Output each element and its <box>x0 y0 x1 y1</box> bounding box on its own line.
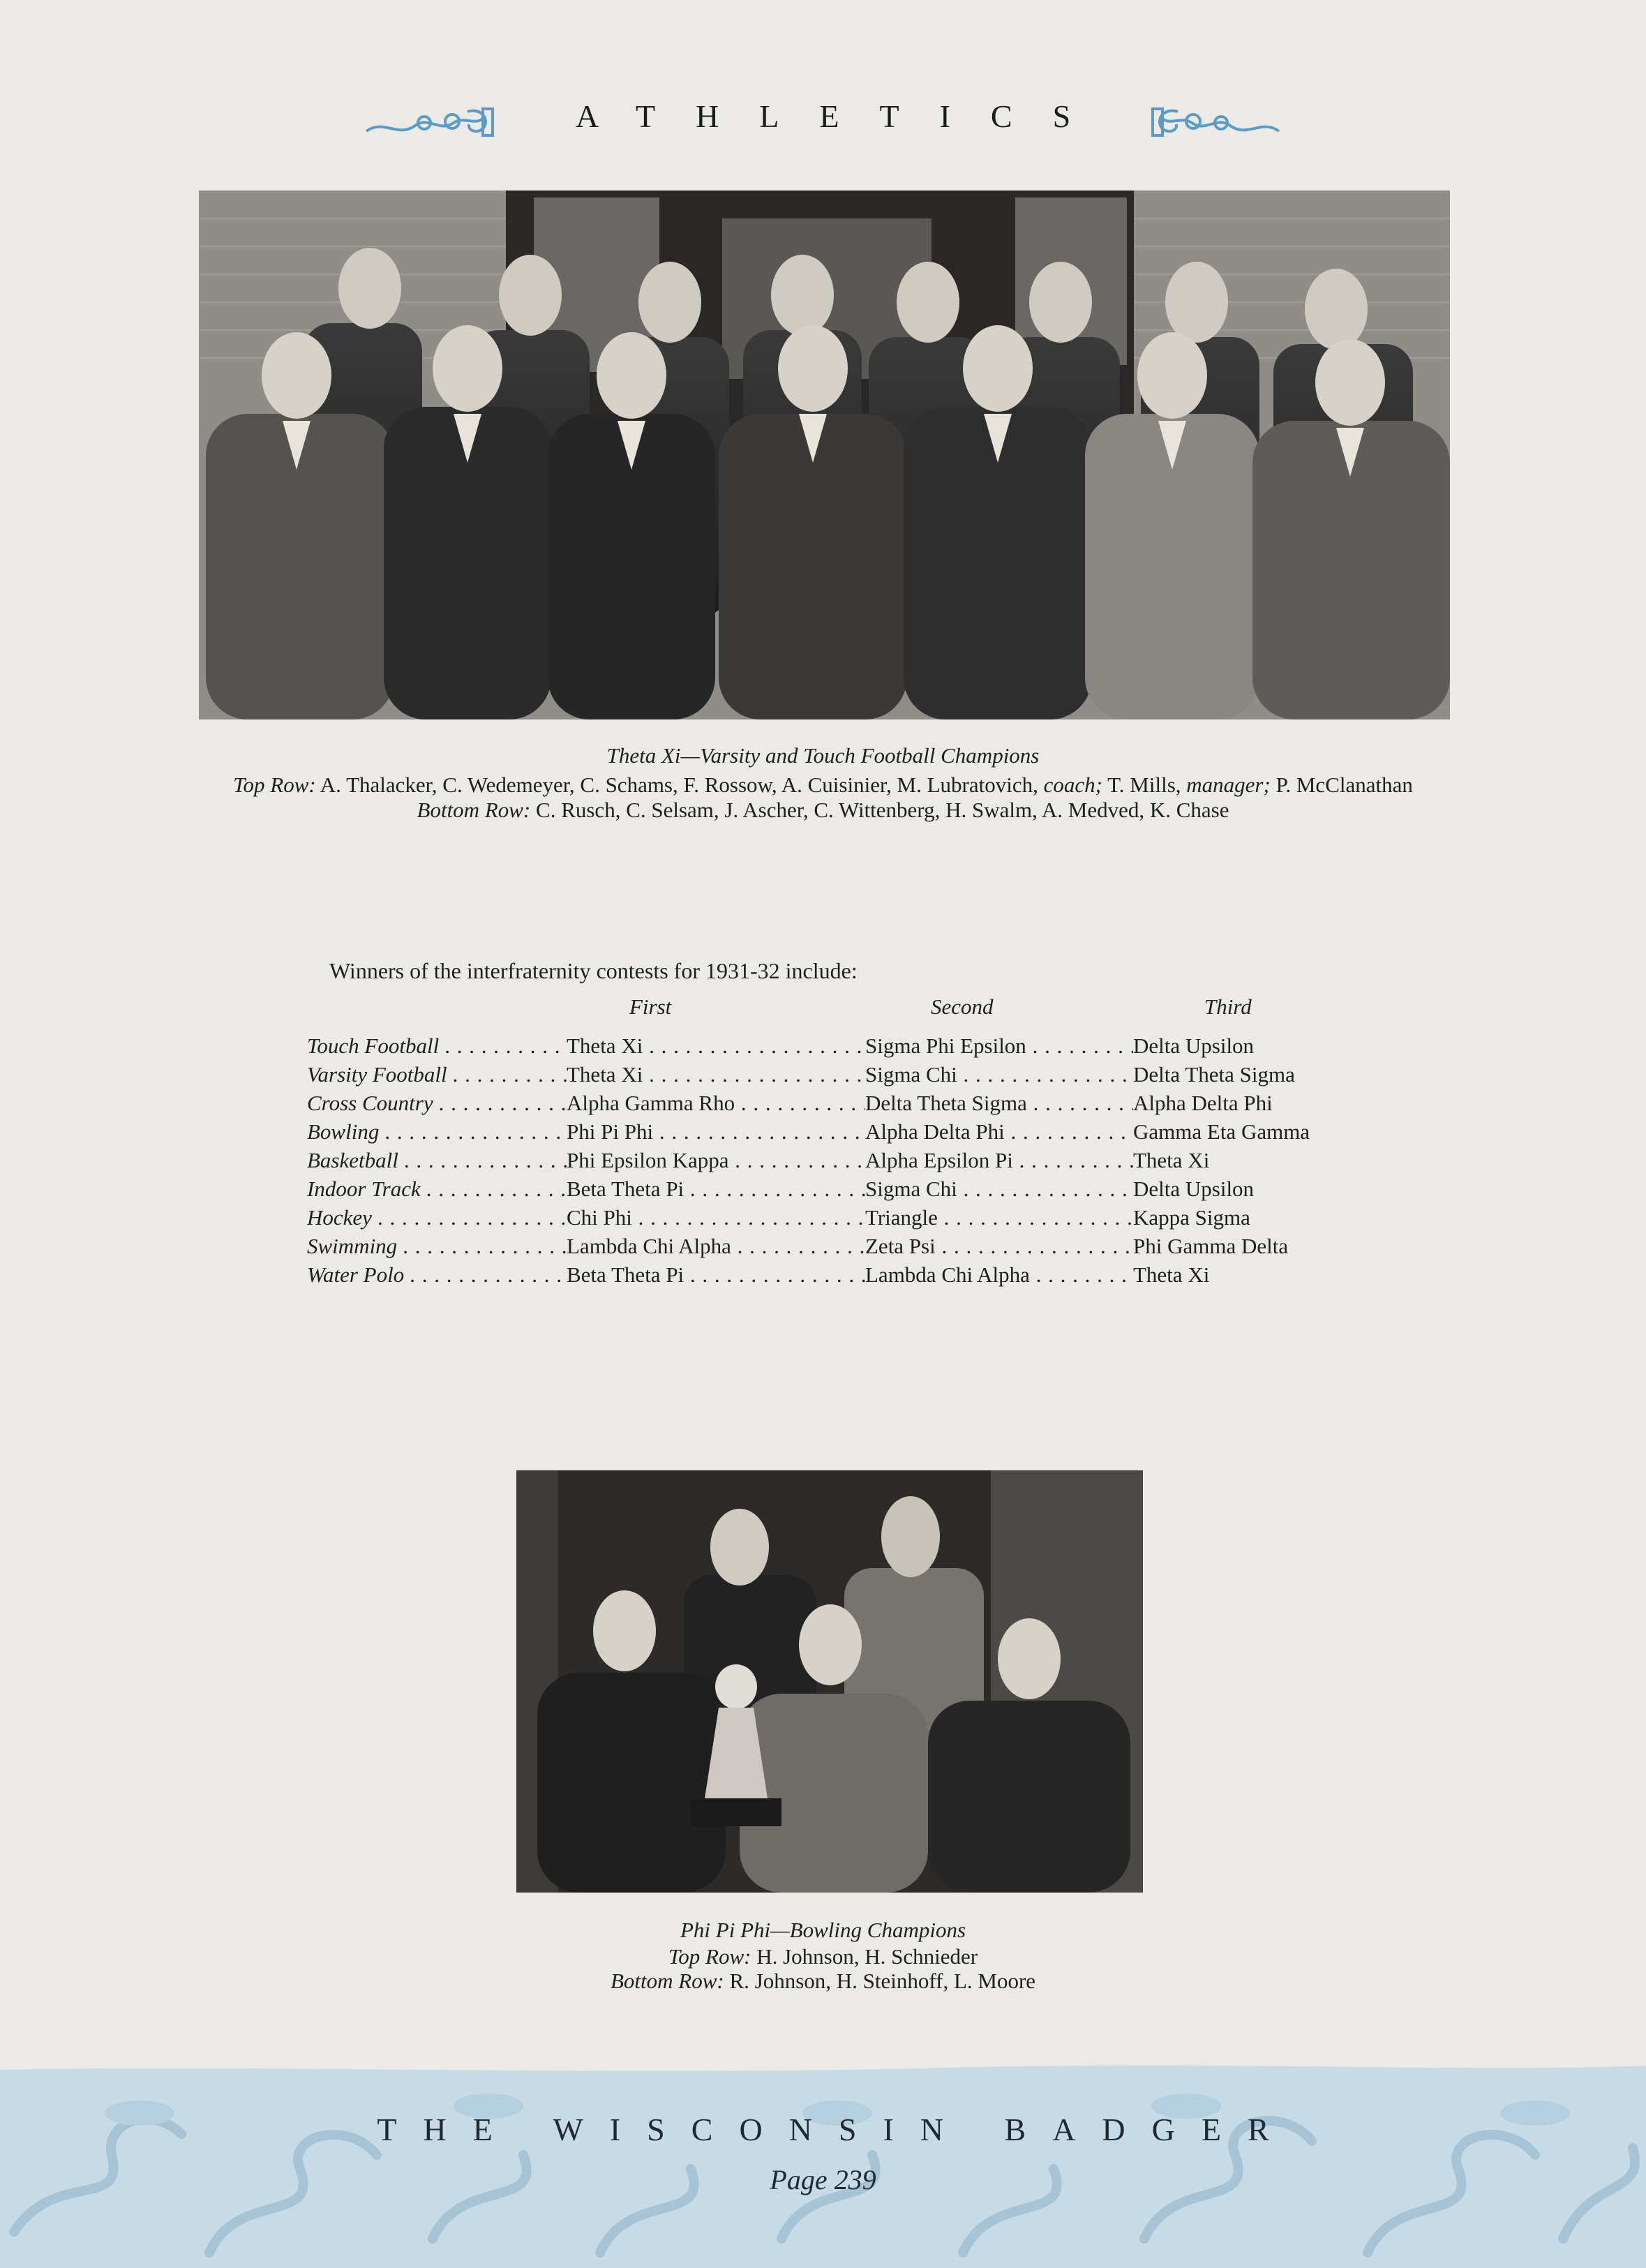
second-place-cell: Alpha Epsilon Pi . . . <box>865 1148 1133 1173</box>
sport-cell: Water Polo . . . <box>307 1262 567 1288</box>
first-place-cell: Theta Xi . . . <box>567 1034 865 1059</box>
phi-pi-phi-bottom-row <box>0 1969 1646 1993</box>
second-place-cell: Delta Theta Sigma . . . <box>865 1091 1133 1116</box>
third-place-cell: Kappa Sigma <box>1133 1205 1250 1230</box>
first-place-cell: Phi Epsilon Kappa . . . <box>567 1148 865 1173</box>
second-place-cell: Alpha Delta Phi . . . <box>865 1119 1133 1144</box>
theta-xi-top-row <box>0 773 1646 797</box>
third-place-cell: Theta Xi <box>1133 1148 1210 1172</box>
sport-cell: Hockey . . . <box>307 1205 567 1230</box>
first-place-cell: Theta Xi . . . <box>567 1062 865 1087</box>
first-place-cell: Phi Pi Phi . . . <box>567 1119 865 1144</box>
bottom-row-names: C. Rusch, C. Selsam, J. Ascher, C. Wittenberg, H. Swalm, A. Medved, K. Chase <box>536 798 1229 822</box>
header-first: First <box>629 994 672 1019</box>
page-title: ATHLETICS <box>575 98 1112 134</box>
second-place-cell: Sigma Chi . . . <box>865 1177 1133 1202</box>
page-number: Page 239 <box>770 2164 876 2195</box>
theta-xi-bottom-row <box>0 798 1646 822</box>
top-row-label: Top Row: <box>233 773 316 797</box>
theta-xi-caption-title: Theta Xi—Varsity and Touch Football Champions <box>606 743 1040 768</box>
header-third: Third <box>1204 994 1252 1019</box>
second-place-cell: Triangle . . . <box>865 1205 1133 1230</box>
third-place-cell: Phi Gamma Delta <box>1133 1234 1289 1258</box>
third-place-cell: Gamma Eta Gamma <box>1133 1119 1310 1144</box>
sport-cell: Indoor Track . . . <box>307 1177 567 1202</box>
sport-cell: Touch Football . . . <box>307 1034 567 1059</box>
top-row-names: A. Thalacker, C. Wedemeyer, C. Schams, F. Rossow, A. Cuisinier, M. Lubratovich, <box>320 773 1038 797</box>
publication-title: THE WISCONSIN BADGER <box>377 2112 1296 2147</box>
sport-cell: Varsity Football . . . <box>307 1062 567 1087</box>
coach-role: coach; <box>1043 773 1102 797</box>
bottom-row-names: R. Johnson, H. Steinhoff, L. Moore <box>729 1969 1036 1993</box>
third-place-cell: Alpha Delta Phi <box>1133 1091 1273 1115</box>
table-row <box>307 1062 1354 1090</box>
third-place-cell: Delta Theta Sigma <box>1133 1062 1295 1087</box>
third-place-cell: Delta Upsilon <box>1133 1177 1255 1201</box>
top-row-names: H. Johnson, H. Schnieder <box>756 1944 978 1969</box>
table-row <box>307 1205 1354 1233</box>
page-footer <box>0 2057 1646 2268</box>
sport-cell: Basketball . . . <box>307 1148 567 1173</box>
first-place-cell: Alpha Gamma Rho . . . <box>567 1091 865 1116</box>
manager-role: manager; <box>1186 773 1271 797</box>
second-place-cell: Sigma Phi Epsilon . . . <box>865 1034 1133 1059</box>
page-header <box>0 98 1646 154</box>
first-place-cell: Beta Theta Pi . . . <box>567 1177 865 1202</box>
last-top-name: P. McClanathan <box>1275 773 1413 797</box>
phi-pi-phi-caption-title: Phi Pi Phi—Bowling Champions <box>680 1918 966 1942</box>
second-place-cell: Sigma Chi . . . <box>865 1062 1133 1087</box>
theta-xi-team-photo <box>199 191 1450 719</box>
first-place-cell: Lambda Chi Alpha . . . <box>567 1234 865 1259</box>
third-place-cell: Delta Upsilon <box>1133 1034 1255 1058</box>
scroll-pattern-icon <box>0 2057 1646 2268</box>
table-row <box>307 1234 1354 1262</box>
first-place-cell: Chi Phi . . . <box>567 1205 865 1230</box>
header-second: Second <box>931 994 994 1019</box>
top-row-label: Top Row: <box>668 1944 751 1969</box>
scroll-ornament-right-icon <box>1150 105 1282 141</box>
phi-pi-phi-top-row <box>0 1945 1646 1969</box>
table-row <box>307 1091 1354 1119</box>
second-place-cell: Zeta Psi . . . <box>865 1234 1133 1259</box>
table-row <box>307 1148 1354 1176</box>
sport-cell: Swimming . . . <box>307 1234 567 1259</box>
winners-intro: Winners of the interfraternity contests for 1931-32 include: <box>329 958 858 983</box>
third-place-cell: Theta Xi <box>1133 1262 1210 1287</box>
first-place-cell: Beta Theta Pi . . . <box>567 1262 865 1288</box>
table-row <box>307 1119 1354 1147</box>
table-row <box>307 1034 1354 1061</box>
sport-cell: Bowling . . . <box>307 1119 567 1144</box>
table-row <box>307 1262 1354 1290</box>
second-place-cell: Lambda Chi Alpha . . . <box>865 1262 1133 1288</box>
bottom-row-label: Bottom Row: <box>417 798 531 822</box>
phi-pi-phi-team-photo <box>516 1470 1143 1893</box>
table-row <box>307 1177 1354 1204</box>
bottom-row-label: Bottom Row: <box>610 1969 724 1993</box>
sport-cell: Cross Country . . . <box>307 1091 567 1116</box>
manager-name: T. Mills, <box>1107 773 1181 797</box>
